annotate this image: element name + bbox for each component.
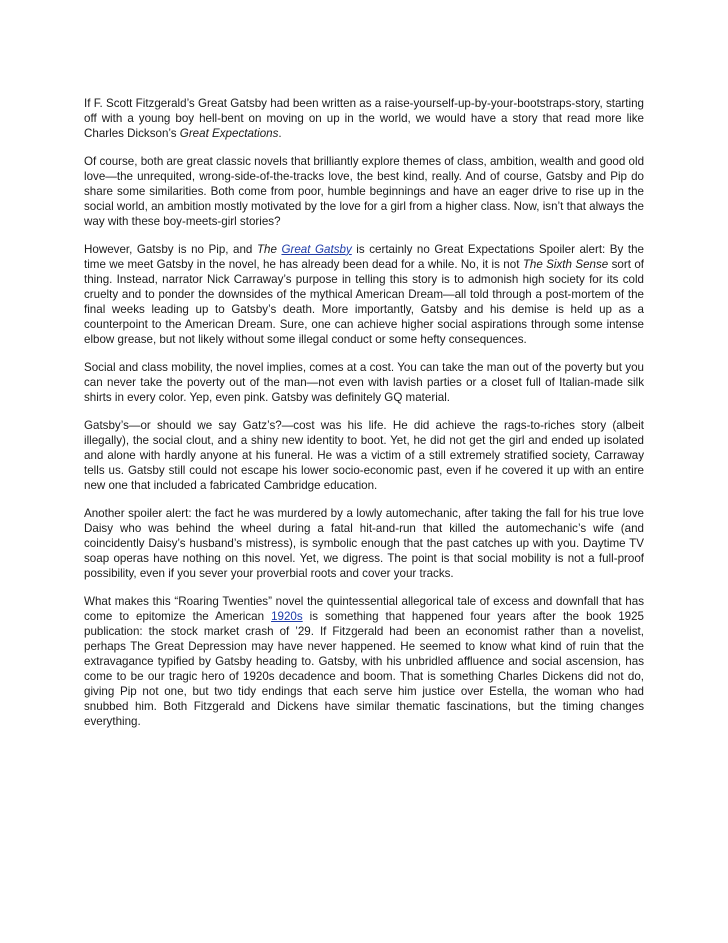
paragraph-4: Social and class mobility, the novel implies, comes at a cost. You can take the man out of the poverty but you can never take the poverty out of the man—not even with lavish parties or a closet full of Italian-made silk shirts in every color. Yep, even pink. Gatsby was definitely GQ material.: [84, 360, 644, 405]
paragraph-3-end: sort of thing. Instead, narrator Nick Carraway’s purpose in telling this story is to admonish high society for its cold cruelty and to ponder the downsides of the mythical American Dream—all told through a post-mortem of the final weeks leading up to Gatsby’s death. More importantly, Gatsby and his demise is held up as a counterpoint to the American Dream. Sure, one can achieve higher social aspirations through some intense elbow grease, but not likely without some illegal conduct or some hefty consequences.: [84, 257, 644, 347]
book-title-great-expectations: Great Expectations: [179, 127, 279, 141]
great-gatsby-link-label: Great Gatsby: [281, 242, 352, 256]
paragraph-5: Gatsby’s—or should we say Gatz’s?—cost was his life. He did achieve the rags-to-riches story (albeit illegally), the social clout, and a shiny new identity to boot. Yet, he did not get the girl and ended up isolated and alone with hardly anyone at his funeral. He was a victim of a still extremely stratified society, Carraway tells us. Gatsby still could not escape his lower socio-economic past, even if he covered it up with an entire new one that included a fabricated Cambridge education.: [84, 418, 644, 493]
paragraph-6: Another spoiler alert: the fact he was murdered by a lowly automechanic, after taking the fall for his true love Daisy who was behind the wheel during a fatal hit-and-run that killed the automechanic’s wife (and coincidently Daisy’s husband’s mistress), is symbolic enough that the past catches up with you. Daytime TV soap operas have nothing on this novel. Yet, we digress. The point is that social mobility is not a full-proof possibility, even if you sever your proverbial roots and cover your tracks.: [84, 506, 644, 581]
great-gatsby-link[interactable]: [281, 243, 351, 256]
document-page: [84, 96, 644, 742]
book-title-prefix: The: [256, 242, 282, 256]
paragraph-7-end: is something that happened four years after the book 1925 publication: the stock market crash of ’29. If Fitzgerald had been an economist rather than a novelist, perhaps The Great Depression may have never happened. He seemed to know what kind of ruin that the extravagance typified by Gatsby heading to. Gatsby, with his unbridled affluence and social ascension, has come to be our tragic hero of 1920s decadence and boom. That is something Charles Dickens did not do, giving Pip not one, but two tidy endings that each serve him justice over Estella, the woman who had snubbed him. Both Fitzgerald and Dickens have similar thematic fascinations, but the timing changes everything.: [84, 609, 644, 729]
paragraph-7: [84, 594, 644, 730]
paragraph-1: [84, 96, 644, 141]
paragraph-3-text: However, Gatsby is no Pip, and: [84, 242, 257, 256]
paragraph-3-middle: is certainly no Great Expectations Spoiler alert: By the time we meet Gatsby in the novel, he has already been dead for a while. No, it is not: [84, 242, 644, 271]
paragraph-1-text: If F. Scott Fitzgerald’s Great Gatsby had been written as a raise-yourself-up-by-your-bootstraps-story, starting off with a young boy hell-bent on moving on up in the world, we would have a story that read more like Charles Dickson’s: [84, 97, 644, 141]
paragraph-3: [84, 242, 644, 348]
1920s-link[interactable]: 1920s: [271, 609, 303, 623]
paragraph-2: Of course, both are great classic novels that brilliantly explore themes of class, ambition, wealth and good old love—the unrequited, wrong-side-of-the-tracks love, the best kind, really. And of course, Gatsby and Pip do share some similarities. Both come from poor, humble beginnings and have an eager drive to rise up in the social world, an ambition mostly motivated by the love for a girl from a higher class. Now, isn’t that always the way with these boy-meets-girl stories?: [84, 154, 645, 229]
paragraph-7-text: What makes this “Roaring Twenties” novel the quintessential allegorical tale of excess and downfall that has come to epitomize the American: [84, 594, 644, 623]
paragraph-1-end: .: [278, 127, 282, 141]
movie-title-sixth-sense: The Sixth Sense: [522, 257, 609, 271]
